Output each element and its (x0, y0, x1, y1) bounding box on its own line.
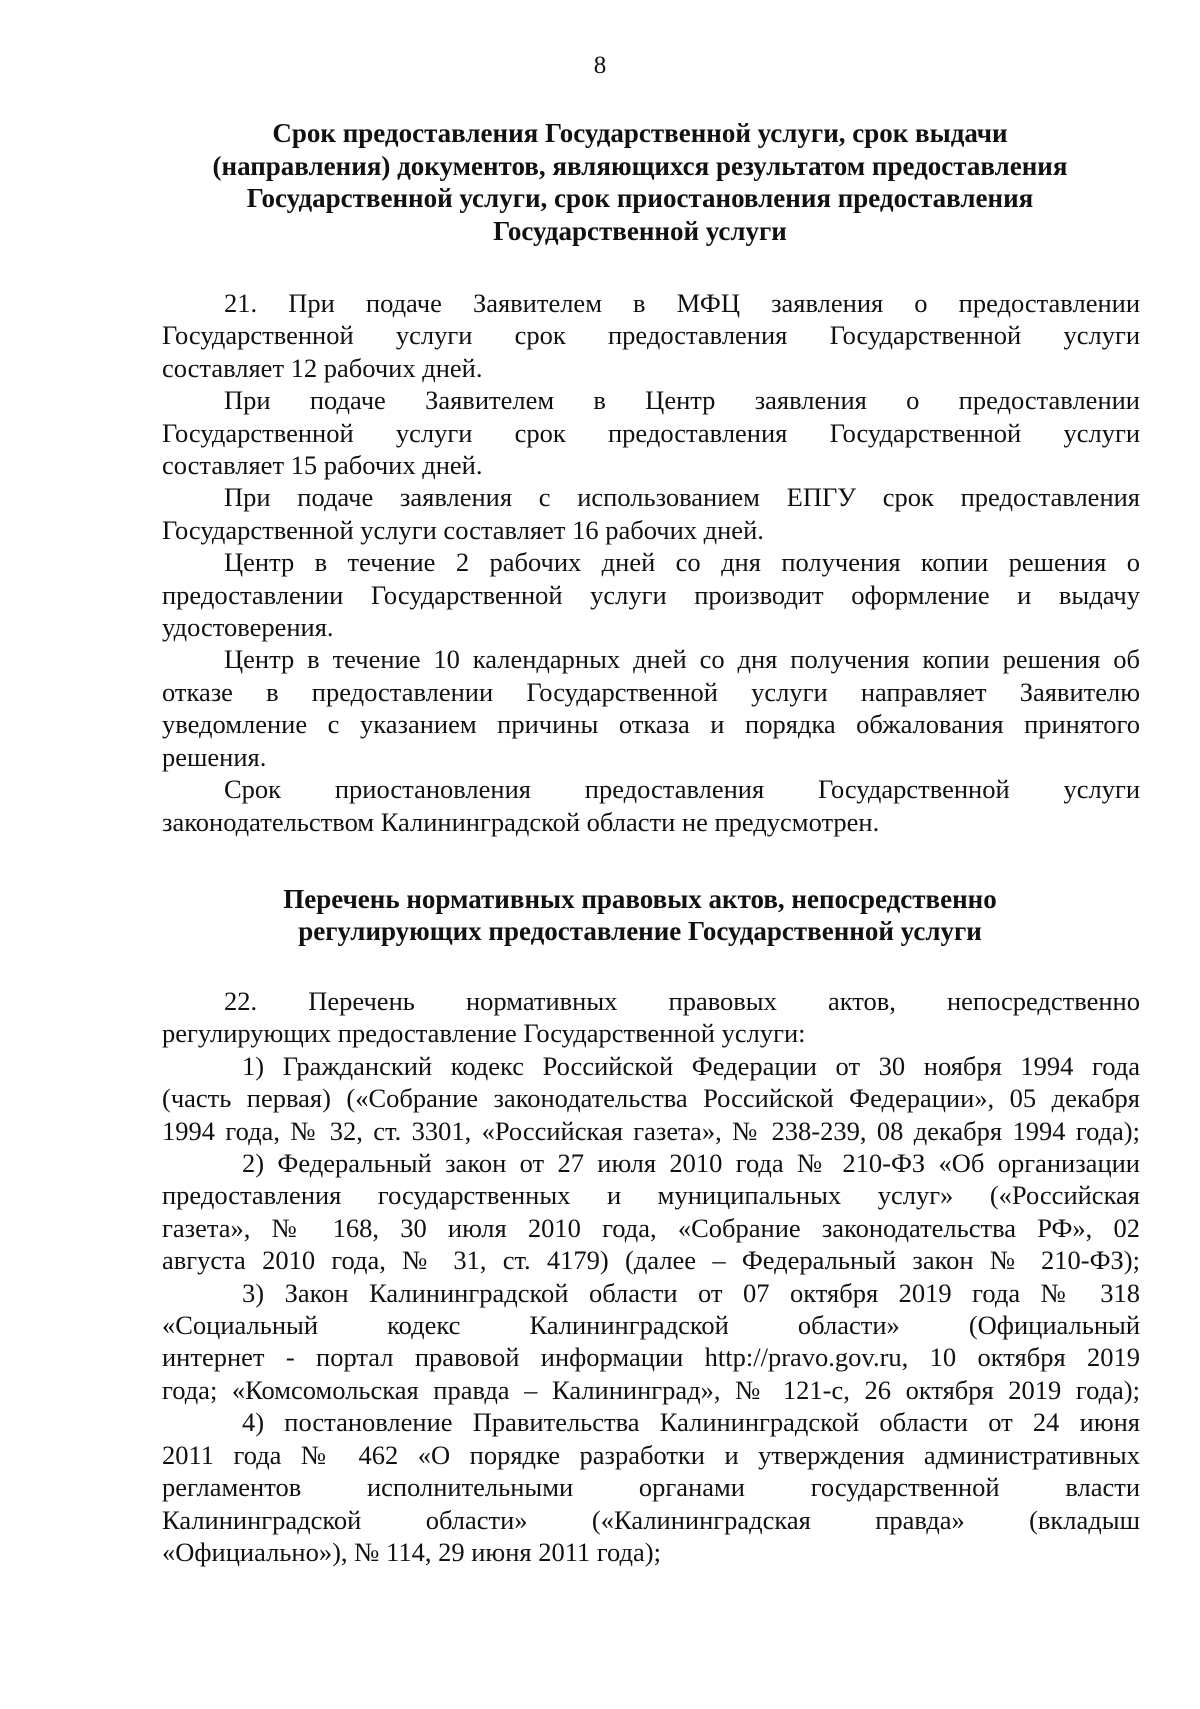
heading-line: Перечень нормативных правовых актов, непосредственно (283, 884, 997, 914)
heading-line: Государственной услуги, срок приостановления предоставления (246, 183, 1034, 213)
heading-line: (направления) документов, являющихся результатом предоставления (212, 150, 1068, 181)
paragraph-line: 1) Гражданский кодекс Российской Федерации от 30 ноября 1994 года (242, 1050, 1140, 1081)
paragraph-line: регулирующих предоставление Государственной услуги: (162, 1018, 806, 1049)
paragraph-line: решения. (162, 741, 267, 772)
paragraph-line: августа 2010 года, № 31, ст. 4179) (далее – Федеральный закон № 210-ФЗ); (162, 1245, 1140, 1276)
paragraph-line: законодательством Калининградской области не предусмотрен. (162, 806, 880, 837)
paragraph (162, 481, 1140, 546)
paragraph-line: года; «Комсомольская правда – Калининград», № 121-с, 26 октября 2019 года); (162, 1374, 1140, 1405)
paragraph-line: 21. При подаче Заявителем в МФЦ заявления о предоставлении (224, 288, 1140, 318)
paragraph-line: составляет 15 рабочих дней. (162, 450, 483, 481)
paragraph (162, 1406, 1140, 1568)
heading-line: Срок предоставления Государственной услуги, срок выдачи (272, 118, 1008, 148)
paragraph-line: 2011 года № 462 «О порядке разработки и утверждения административных (162, 1439, 1140, 1470)
paragraph-line: составляет 12 рабочих дней. (162, 352, 483, 383)
paragraph-line: удостоверения. (162, 612, 334, 643)
paragraph-line: уведомление с указанием причины отказа и порядка обжалования принятого (162, 709, 1140, 740)
paragraph-line: При подаче Заявителем в Центр заявления о предоставлении (224, 385, 1140, 416)
paragraph-line: 4) постановление Правительства Калининградской области от 24 июня (242, 1407, 1140, 1438)
paragraph (162, 1277, 1140, 1407)
paragraph-line: отказе в предоставлении Государственной услуги направляет Заявителю (162, 676, 1140, 707)
paragraph-line: Государственной услуги срок предоставления Государственной услуги (162, 320, 1140, 351)
paragraph-line: Центр в течение 10 календарных дней со дня получения копии решения об (224, 644, 1140, 675)
paragraph (162, 546, 1140, 643)
paragraph (162, 773, 1140, 838)
paragraph-line: 1994 года, № 32, ст. 3301, «Российская газета», № 238-239, 08 декабря 1994 года); (162, 1115, 1140, 1146)
paragraph-line: Центр в течение 2 рабочих дней со дня получения копии решения о (224, 547, 1140, 578)
paragraph (162, 1050, 1140, 1147)
paragraph-line: 3) Закон Калининградской области от 07 октября 2019 года № 318 (242, 1277, 1140, 1308)
paragraph-line: «Официально»), № 114, 29 июня 2011 года); (162, 1536, 661, 1567)
paragraph (162, 1147, 1140, 1277)
heading-line: регулирующих предоставление Государственной услуги (298, 916, 982, 946)
section-body-legal-acts (162, 985, 1140, 1568)
paragraph-line: 2) Федеральный закон от 27 июля 2010 года № 210-ФЗ «Об организации (242, 1148, 1140, 1179)
paragraph-line: газета», № 168, 30 июля 2010 года, «Собрание законодательства РФ», 02 (162, 1212, 1140, 1243)
paragraph-line: Государственной услуги срок предоставления Государственной услуги (162, 417, 1140, 448)
section-heading-terms (160, 117, 1120, 247)
paragraph-line: «Социальный кодекс Калининградской области» (Официальный (162, 1310, 1140, 1341)
paragraph-line: регламентов исполнительными органами государственной власти (162, 1472, 1140, 1503)
section-heading-legal-acts (160, 883, 1120, 947)
paragraph-line: 22. Перечень нормативных правовых актов, непосредственно (224, 986, 1140, 1016)
paragraph (162, 985, 1140, 1050)
paragraph-line: Государственной услуги составляет 16 рабочих дней. (162, 514, 764, 545)
paragraph-line: предоставлении Государственной услуги производит оформление и выдачу (162, 579, 1140, 610)
paragraph (162, 384, 1140, 481)
paragraph-line: Срок приостановления предоставления Государственной услуги (224, 774, 1140, 805)
paragraph-line: Калининградской области» («Калининградская правда» (вкладыш (162, 1504, 1140, 1535)
paragraph (162, 643, 1140, 773)
heading-line: Государственной услуги (493, 215, 787, 246)
paragraph (162, 287, 1140, 384)
page-number: 8 (593, 52, 607, 79)
paragraph-line: интернет - портал правовой информации http://pravo.gov.ru, 10 октября 2019 (162, 1342, 1140, 1373)
paragraph-line: При подаче заявления с использованием ЕПГУ срок предоставления (224, 482, 1140, 513)
paragraph-line: (часть первая) («Собрание законодательства Российской Федерации», 05 декабря (162, 1083, 1140, 1114)
paragraph-line: предоставления государственных и муниципальных услуг» («Российская (162, 1180, 1140, 1211)
section-body-terms (162, 287, 1140, 838)
